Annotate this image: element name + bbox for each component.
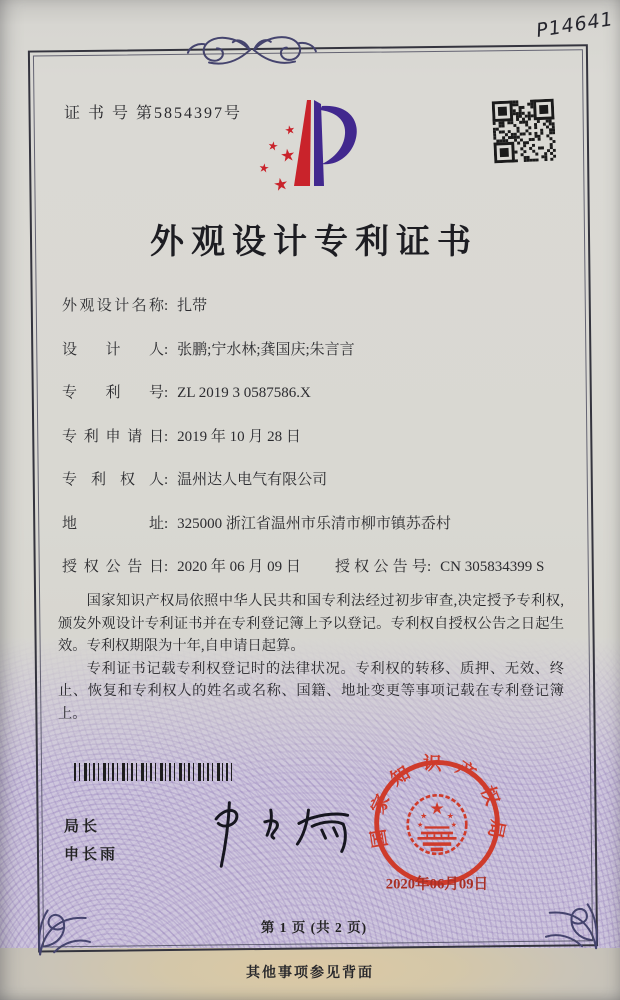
signer-block bbox=[64, 820, 118, 876]
seal-national-emblem bbox=[408, 795, 467, 854]
page-footer: 第 1 页 (共 2 页) bbox=[260, 920, 368, 935]
field-value: 325000 浙江省温州市乐清市柳市镇苏岙村 bbox=[177, 515, 451, 532]
field-label: 外观设计名称 bbox=[62, 298, 164, 314]
field-label: 地 址 bbox=[62, 515, 164, 532]
legal-text bbox=[58, 590, 564, 725]
qr-code bbox=[492, 99, 557, 164]
certificate-fields bbox=[62, 294, 580, 599]
field-row-patentee bbox=[62, 468, 580, 489]
svg-text:★: ★ bbox=[446, 811, 454, 821]
back-note: 其他事项参见背面 bbox=[246, 966, 374, 981]
field-colon: : bbox=[164, 341, 169, 358]
field-value: 扎带 bbox=[177, 298, 208, 314]
grant-number-label: 授权公告号 bbox=[334, 559, 427, 575]
field-row-filing-date bbox=[62, 425, 580, 446]
corner-flourish-right bbox=[539, 874, 602, 953]
grant-date-value: 2020 年 06 月 09 日 bbox=[177, 559, 301, 575]
field-colon: : bbox=[164, 298, 169, 314]
grant-number-value: CN 305834399 S bbox=[440, 559, 545, 575]
svg-text:★: ★ bbox=[266, 138, 280, 154]
cnipa-logo-icon bbox=[250, 94, 360, 202]
certificate-number: 证 书 号 第5854397号 bbox=[64, 105, 243, 122]
field-value: 2019 年 10 月 28 日 bbox=[177, 428, 301, 445]
certificate-title: 外观设计专利证书 bbox=[150, 224, 478, 261]
field-label: 专 利 号 bbox=[62, 385, 164, 401]
field-colon: : bbox=[164, 428, 169, 445]
seal-ring-text: 国家知识产权局 bbox=[366, 753, 508, 853]
field-value: 张鹏;宁水林;龚国庆;朱言言 bbox=[177, 341, 355, 358]
svg-text:★: ★ bbox=[416, 820, 424, 830]
signer-name: 申长雨 bbox=[64, 847, 119, 863]
field-colon: : bbox=[164, 559, 169, 575]
svg-text:★: ★ bbox=[271, 173, 291, 197]
field-colon: : bbox=[164, 385, 169, 401]
seal-date: 2020年06月09日 bbox=[385, 876, 489, 893]
signer-title: 局长 bbox=[64, 819, 101, 835]
svg-text:★: ★ bbox=[257, 160, 271, 176]
field-label: 专利申请日 bbox=[62, 428, 164, 445]
field-row-grant bbox=[62, 555, 580, 576]
svg-text:★: ★ bbox=[420, 811, 428, 821]
signature-handwriting bbox=[188, 778, 358, 888]
field-row-designers bbox=[62, 338, 580, 359]
official-seal bbox=[366, 748, 508, 910]
field-value: 温州达人电气有限公司 bbox=[177, 472, 328, 488]
field-colon: : bbox=[164, 515, 169, 532]
field-row-patent-number bbox=[62, 381, 580, 402]
field-label: 专 利 权 人 bbox=[62, 472, 164, 488]
field-row-address bbox=[62, 512, 580, 533]
body-paragraph-register: 专利证书记载专利权登记时的法律状况。专利权的转移、质押、无效、终止、恢复和专利权人的姓名或名称、国籍、地址变更等事项记载在专利登记簿上。 bbox=[58, 660, 564, 722]
handwritten-code: P14641 bbox=[534, 8, 616, 42]
top-ornament-flourish bbox=[176, 30, 328, 70]
field-colon: : bbox=[164, 472, 169, 488]
svg-text:★: ★ bbox=[429, 797, 445, 818]
svg-text:★: ★ bbox=[450, 820, 458, 830]
field-value: ZL 2019 3 0587586.X bbox=[177, 385, 311, 401]
field-label: 设 计 人 bbox=[62, 341, 164, 358]
svg-text:★: ★ bbox=[283, 122, 297, 138]
body-paragraph-grant: 国家知识产权局依照中华人民共和国专利法经过初步审查,决定授予专利权,颁发外观设计专利证书并在专利登记簿上予以登记。专利权自授权公告之日起生效。专利权期限为十年,自申请日起算。 bbox=[58, 593, 564, 655]
grant-date-label: 授权公告日 bbox=[62, 559, 164, 575]
svg-text:★: ★ bbox=[279, 145, 297, 167]
field-colon: : bbox=[426, 559, 432, 575]
field-row-design-name bbox=[62, 294, 580, 315]
